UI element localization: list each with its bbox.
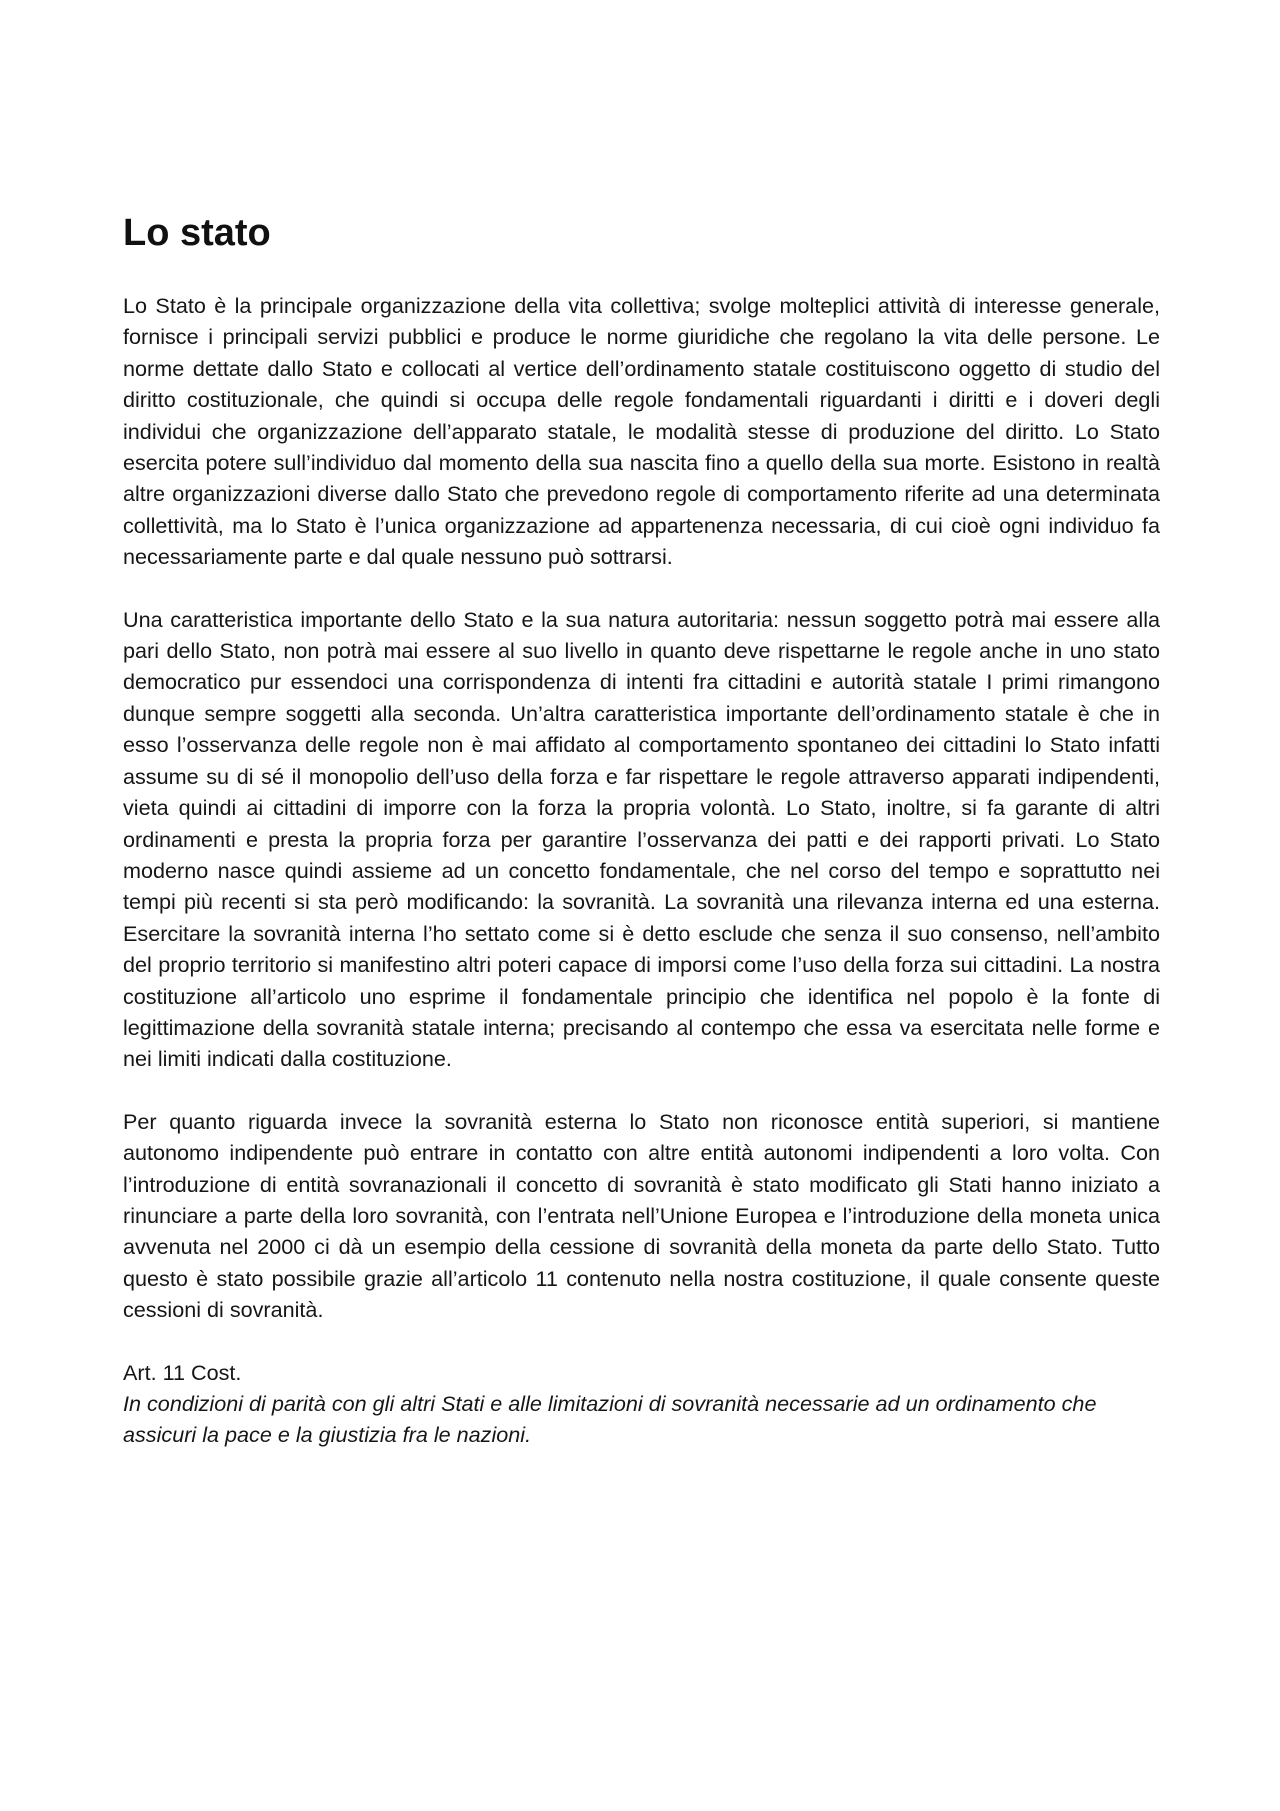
- document-body: [123, 210, 1160, 1451]
- paragraph-2: Una caratteristica importante dello Stato e la sua natura autoritaria: nessun soggetto potrà mai essere alla pari dello Stato, non potrà mai essere al suo livello in quanto deve rispettarne le regole anche in uno stato democratico pur essendoci una corrispondenza di intenti fra cittadini e autorità statale I primi rimangono dunque sempre soggetti alla seconda. Un’altra caratteristica importante dell’ordinamento statale è che in esso l’osservanza delle regole non è mai affidato al comportamento spontaneo dei cittadini lo Stato infatti assume su di sé il monopolio dell’uso della forza e far rispettare le regole attraverso apparati indipendenti, vieta quindi ai cittadini di imporre con la forza la propria volontà. Lo Stato, inoltre, si fa garante di altri ordinamenti e presta la propria forza per garantire l’osservanza dei patti e dei rapporti privati. Lo Stato moderno nasce quindi assieme ad un concetto fondamentale, che nel corso del tempo e soprattutto nei tempi più recenti si sta però modificando: la sovranità. La sovranità una rilevanza interna ed una esterna. Esercitare la sovranità interna l’ho settato come si è detto esclude che senza il suo consenso, nell’ambito del proprio territorio si manifestino altri poteri capace di imporsi come l’uso della forza sui cittadini. La nostra costituzione all’articolo uno esprime il fondamentale principio che identifica nel popolo è la fonte di legittimazione della sovranità statale interna; precisando al contempo che essa va esercitata nelle forme e nei limiti indicati dalla costituzione.: [123, 606, 1160, 1072]
- article-quote: [123, 1357, 1160, 1451]
- paragraph-3: Per quanto riguarda invece la sovranità esterna lo Stato non riconosce entità superiori, si mantiene autonomo indipendente può entrare in contatto con altre entità autonomi indipendenti a loro volta. Con l’introduzione di entità sovranazionali il concetto di sovranità è stato modificato gli Stati hanno iniziato a rinunciare a parte della loro sovranità, con l’entrata nell’Unione Europea e l’introduzione della moneta unica avvenuta nel 2000 ci dà un esempio della cessione di sovranità della moneta da parte dello Stato. Tutto questo è stato possibile grazie all’articolo 11 contenuto nella nostra costituzione, il quale consente queste cessioni di sovranità.: [123, 1108, 1160, 1323]
- article-quote-text: In condizioni di parità con gli altri Stati e alle limitazioni di sovranità necessarie ad un ordinamento che assicuri la pace e la giustizia fra le nazioni.: [123, 1391, 1097, 1448]
- page-title: Lo stato: [123, 212, 271, 254]
- article-quote-label: Art. 11 Cost.: [123, 1359, 242, 1385]
- paragraph-1: Lo Stato è la principale organizzazione della vita collettiva; svolge molteplici attività di interesse generale, fornisce i principali servizi pubblici e produce le norme giuridiche che regolano la vita delle persone. Le norme dettate dallo Stato e collocati al vertice dell’ordinamento statale costituiscono oggetto di studio del diritto costituzionale, che quindi si occupa delle regole fondamentali riguardanti i diritti e i doveri degli individui che organizzazione dell’apparato statale, le modalità stesse di produzione del diritto. Lo Stato esercita potere sull’individuo dal momento della sua nascita fino a quello della sua morte. Esistono in realtà altre organizzazioni diverse dallo Stato che prevedono regole di comportamento riferite ad una determinata collettività, ma lo Stato è l’unica organizzazione ad appartenenza necessaria, di cui cioè ogni individuo fa necessariamente parte e dal quale nessuno può sottrarsi.: [123, 293, 1160, 570]
